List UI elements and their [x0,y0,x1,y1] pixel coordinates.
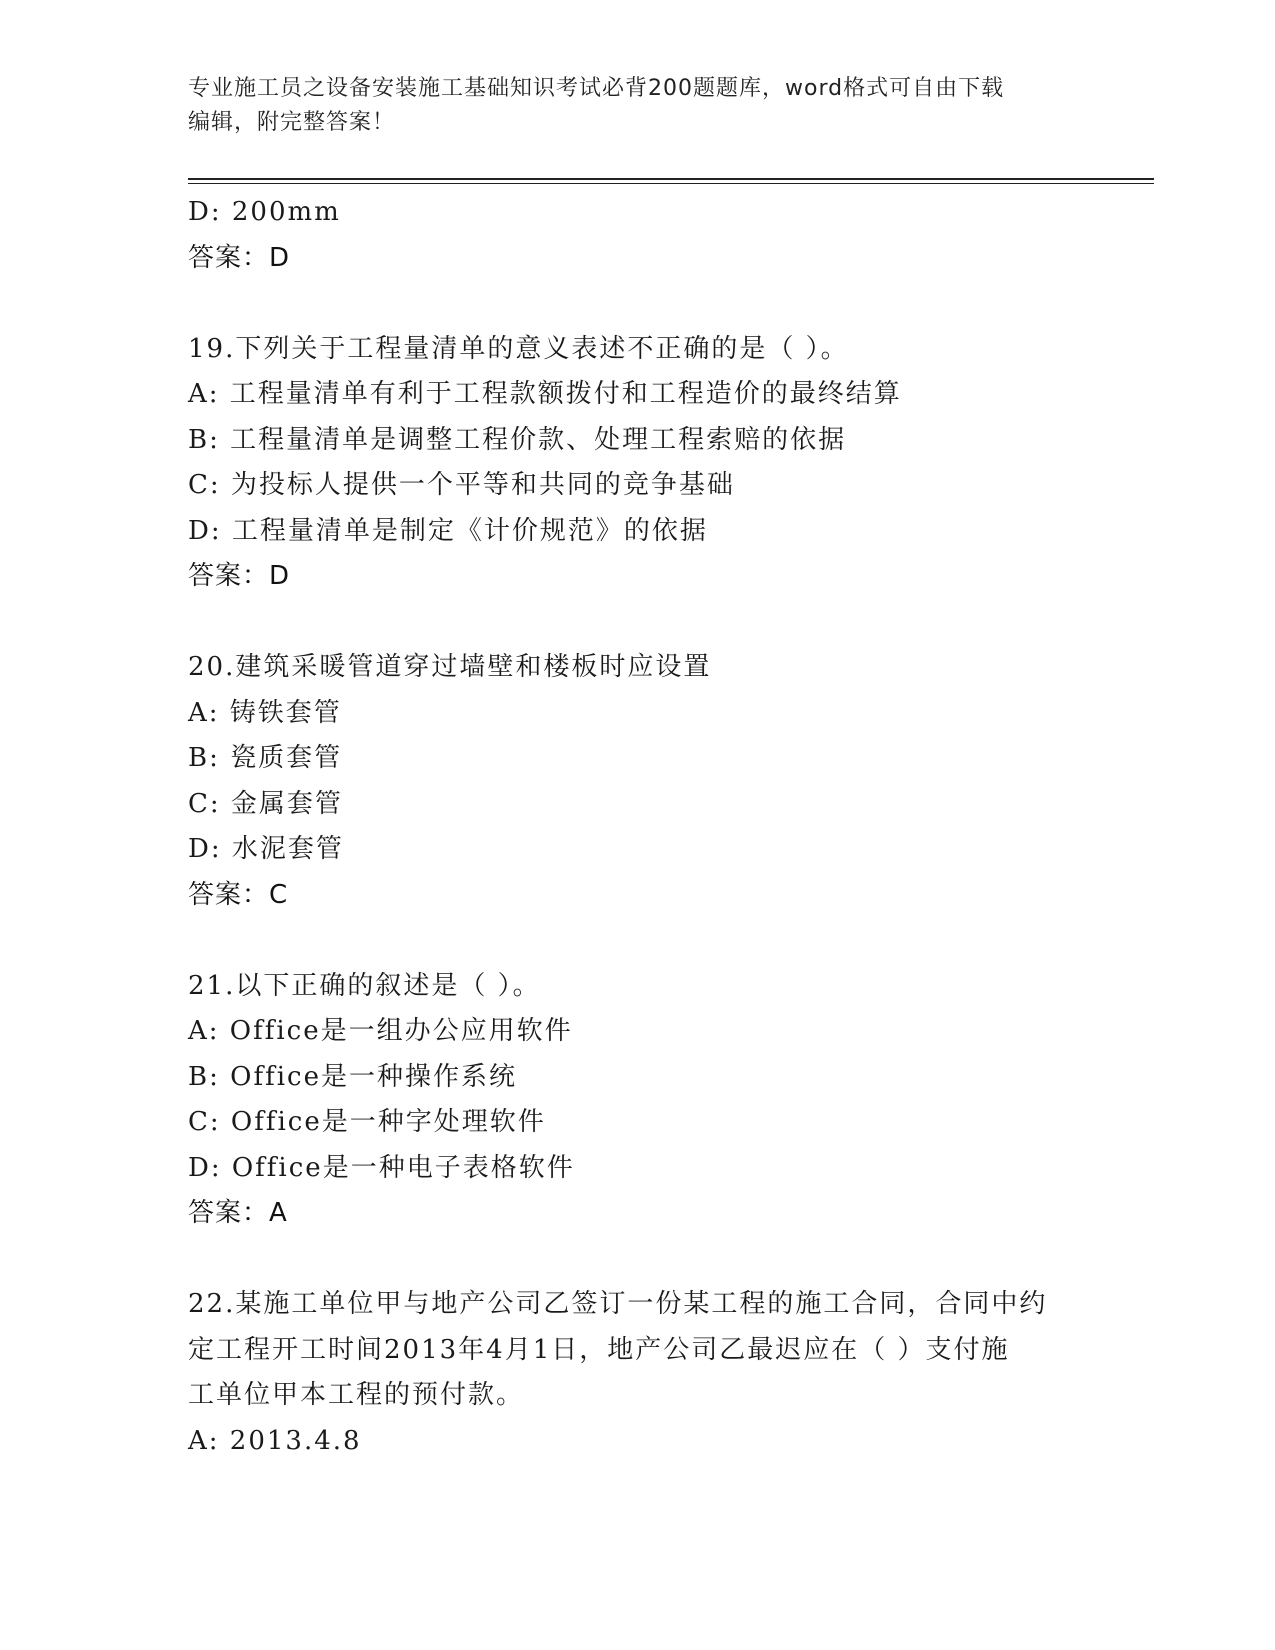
answer-text: 答案：A [188,1198,288,1228]
question-20 [188,645,1088,918]
header-title-line-1: 专业施工员之设备安装施工基础知识考试必背200题题库，word格式可自由下载 [188,76,1005,101]
option-a: A: 铸铁套管 [188,697,342,728]
option-c: C: 金属套管 [188,788,343,819]
header-divider-thick [188,178,1154,180]
header-title-line-2: 编辑，附完整答案！ [188,110,396,135]
option-a: A: Office是一组办公应用软件 [188,1016,573,1046]
question-stem: 20.建筑采暖管道穿过墙壁和楼板时应设置 [188,652,712,682]
document-header [188,72,1088,140]
option-d: D: 200mm [188,197,341,227]
option-b: B: Office是一种操作系统 [188,1061,517,1092]
option-d: D: 水泥套管 [188,834,344,864]
option-b: B: 工程量清单是调整工程价款、处理工程索赔的依据 [188,424,847,455]
question-stem-line-2: 定工程开工时间2013年4月1日，地产公司乙最迟应在（ ）支付施 [188,1334,1010,1365]
option-d: D: Office是一种电子表格软件 [188,1152,575,1183]
option-d: D: 工程量清单是制定《计价规范》的依据 [188,515,708,546]
spacer [188,281,1088,327]
question-stem: 21.以下正确的叙述是（ ）。 [188,970,541,1001]
option-a: A: 2013.4.8 [188,1425,362,1456]
question-stem-line-1: 22.某施工单位甲与地产公司乙签订一份某工程的施工合同，合同中约 [188,1289,1048,1319]
option-c: C: 为投标人提供一个平等和共同的竞争基础 [188,470,735,500]
spacer [188,600,1088,646]
answer-text: 答案：D [188,242,291,273]
question-19 [188,327,1088,600]
question-22 [188,1282,1088,1464]
answer-text: 答案：D [188,561,291,591]
question-stem-line-3: 工单位甲本工程的预付款。 [188,1380,525,1410]
spacer [188,918,1088,964]
header-divider-thin [188,183,1154,184]
question-list [188,190,1088,1464]
option-a: A: 工程量清单有利于工程款额拨付和工程造价的最终结算 [188,379,902,409]
spacer [188,1237,1088,1283]
answer-text: 答案：C [188,879,289,910]
option-c: C: Office是一种字处理软件 [188,1107,546,1137]
question-18-tail [188,190,1088,281]
question-stem: 19.下列关于工程量清单的意义表述不正确的是（ ）。 [188,333,849,364]
option-b: B: 瓷质套管 [188,743,343,773]
question-21 [188,964,1088,1237]
